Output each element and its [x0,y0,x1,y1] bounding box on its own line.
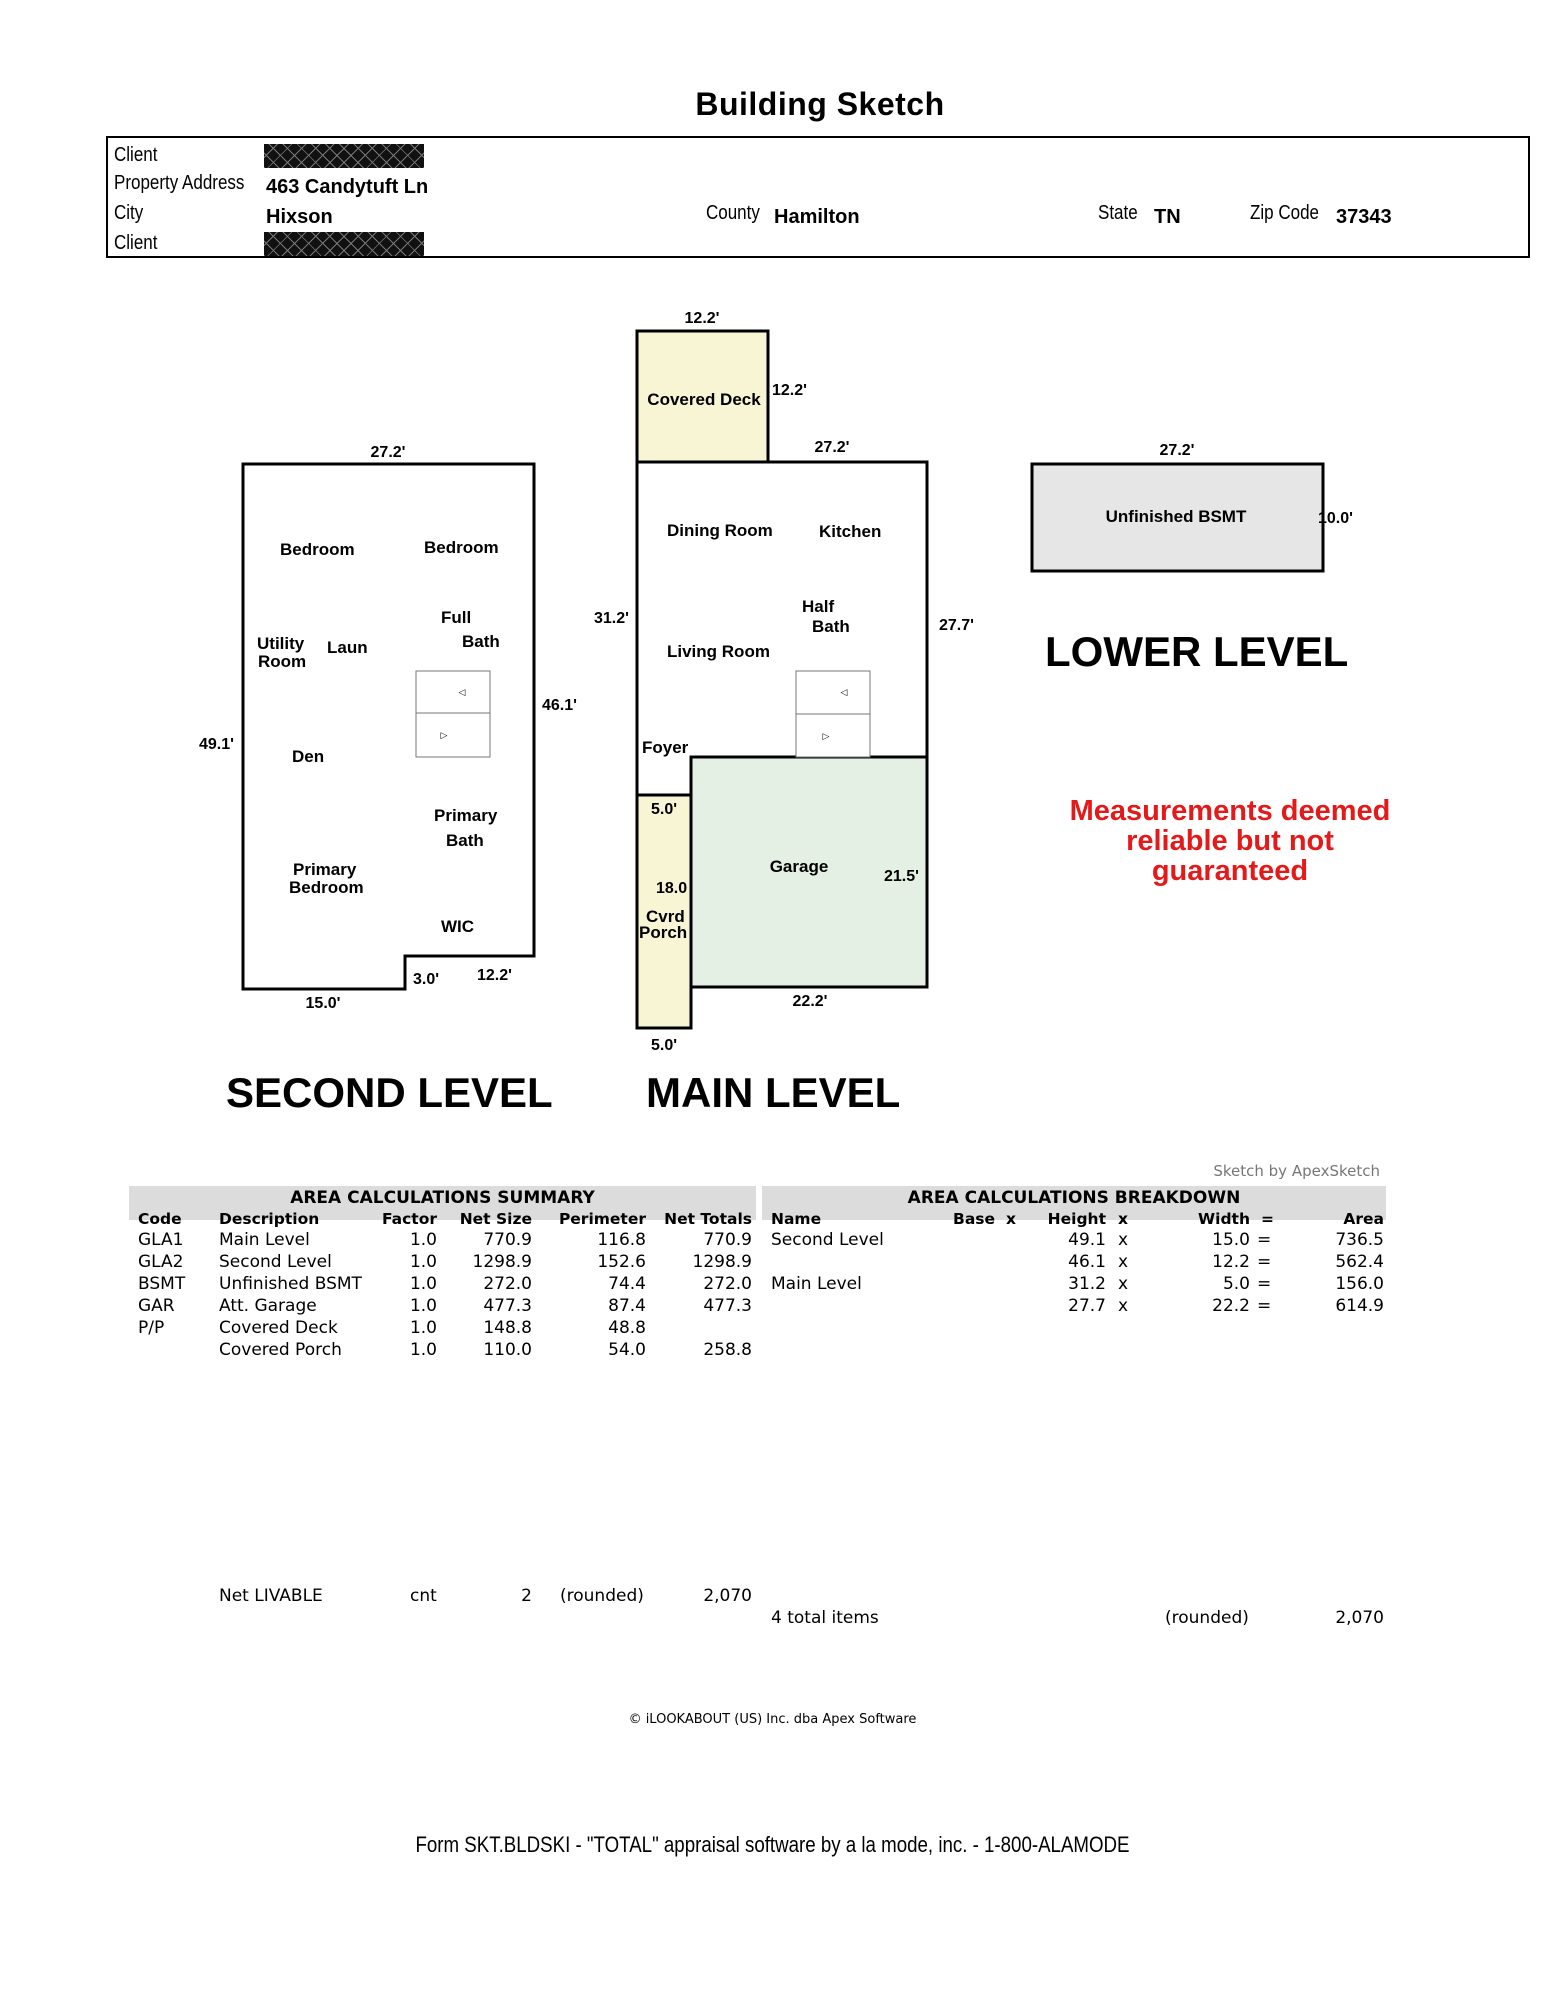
sketch-credit: Sketch by ApexSketch [1213,1162,1380,1180]
summary-cell: 1.0 [409,1340,437,1360]
summary-cell: 87.4 [608,1296,646,1316]
summary-cell: 1.0 [409,1274,437,1294]
stairs-upper [416,671,490,713]
room-primary-bath-2: Bath [446,831,484,850]
state-value: TN [1154,206,1181,228]
dim-second-step: 3.0' [413,971,440,988]
breakdown-cell: x [1118,1296,1129,1316]
room-full: Full [441,608,472,627]
city-label: City [114,202,144,224]
summary-cell: 1298.9 [472,1252,532,1272]
page-title: Building Sketch [695,86,945,122]
room-bedroom-1: Bedroom [280,540,355,559]
breakdown-header-name: Name [771,1210,822,1228]
breakdown-cell: 12.2 [1212,1252,1250,1272]
breakdown-cell: 614.9 [1335,1296,1384,1316]
dim-porch-bottom: 5.0' [650,1037,678,1054]
dim-second-left: 49.1' [199,736,234,753]
dim-second-top: 27.2' [370,444,406,461]
dim-main-top: 27.2' [814,439,850,456]
stair-arrow-right-icon: ▷ [440,730,448,740]
lower-level-label: LOWER LEVEL [1045,628,1349,675]
summary-cell: 1.0 [409,1296,437,1316]
breakdown-total: 2,070 [1335,1608,1384,1628]
summary-header-netsize: Net Size [459,1210,532,1228]
copyright: © iLOOKABOUT (US) Inc. dba Apex Software [628,1712,917,1727]
dim-garage-width: 22.2' [792,993,828,1010]
breakdown-cell: = [1257,1252,1272,1272]
summary-cell: 1.0 [409,1230,437,1250]
summary-header-description: Description [219,1210,320,1228]
net-livable-label: Net LIVABLE [219,1586,323,1606]
net-livable-total: 2,070 [703,1586,752,1606]
breakdown-header-area: Area [1343,1210,1384,1228]
room-den: Den [292,747,325,766]
room-primary-bath-1: Primary [434,806,498,825]
breakdown-cell: 46.1 [1068,1252,1106,1272]
dim-deck-side: 12.2' [772,382,807,399]
dim-main-left: 31.2' [594,610,629,627]
room-cvrd: Cvrd [646,907,685,926]
breakdown-cell: x [1118,1252,1129,1272]
breakdown-cell: 5.0 [1222,1274,1250,1294]
summary-cell: 54.0 [608,1340,646,1360]
city-value: Hixson [266,206,333,228]
room-half-bath: Bath [812,617,850,636]
address-value: 463 Candytuft Ln [266,176,429,198]
county-value: Hamilton [774,206,860,228]
net-livable-rounded: (rounded) [560,1586,644,1606]
room-foyer: Foyer [642,738,689,757]
total-items-label: 4 total items [771,1608,879,1628]
breakdown-cell: Second Level [771,1230,884,1250]
dim-bsmt-top: 27.2' [1159,442,1195,459]
summary-cell: 272.0 [483,1274,532,1294]
dim-main-right: 27.7' [939,617,974,634]
summary-cell: Covered Deck [219,1318,338,1338]
room-kitchen: Kitchen [819,522,882,541]
breakdown-cell: x [1118,1230,1129,1250]
room-utility-room: Room [258,652,307,671]
breakdown-header-base: Base [953,1210,996,1228]
summary-header-nettotals: Net Totals [664,1210,752,1228]
room-half: Half [802,597,835,616]
summary-cell: 148.8 [483,1318,532,1338]
summary-cell: 116.8 [597,1230,646,1250]
room-laun: Laun [327,638,368,657]
dim-deck-top: 12.2' [684,310,720,327]
summary-cell: 1.0 [409,1252,437,1272]
breakdown-title: AREA CALCULATIONS BREAKDOWN [907,1188,1241,1208]
stair-arrow-left-icon: ◁ [458,687,466,697]
breakdown-rounded: (rounded) [1165,1608,1249,1628]
summary-cell: 477.3 [483,1296,532,1316]
summary-cell: GAR [138,1296,175,1316]
breakdown-cell: 49.1 [1068,1230,1106,1250]
stairs-lower [416,713,490,757]
room-covered-deck: Covered Deck [647,390,761,409]
breakdown-header-x2: x [1118,1210,1128,1228]
summary-cell: GLA1 [138,1230,184,1250]
dim-bsmt-side: 10.0' [1318,510,1353,527]
room-living: Living Room [667,642,770,661]
summary-cell: 110.0 [483,1340,532,1360]
breakdown-cell: x [1118,1274,1129,1294]
breakdown-header-height: Height [1047,1210,1106,1228]
summary-cell: 1298.9 [692,1252,752,1272]
client-label: Client [114,144,158,166]
summary-cell: GLA2 [138,1252,184,1272]
room-wic: WIC [441,917,475,936]
disclaimer-line-3: guaranteed [1151,855,1309,887]
main-stairs-upper [796,671,870,714]
summary-cell: P/P [138,1318,165,1338]
net-livable-cnt-label: cnt [410,1586,437,1606]
address-label: Property Address [114,172,245,194]
summary-cell: Covered Porch [219,1340,342,1360]
summary-cell: 272.0 [703,1274,752,1294]
main-level-label: MAIN LEVEL [646,1069,901,1116]
zip-label: Zip Code [1250,202,1319,224]
room-porch: Porch [639,923,688,942]
summary-cell: 770.9 [483,1230,532,1250]
room-full-bath: Bath [462,632,500,651]
breakdown-cell: Main Level [771,1274,862,1294]
breakdown-cell: = [1257,1274,1272,1294]
breakdown-header-eq: = [1261,1210,1274,1228]
breakdown-cell: 736.5 [1335,1230,1384,1250]
main-stair-arrow-right-icon: ▷ [822,731,830,741]
room-unfinished-bsmt: Unfinished BSMT [1105,507,1247,526]
summary-cell: 258.8 [703,1340,752,1360]
breakdown-cell: 22.2 [1212,1296,1250,1316]
summary-title: AREA CALCULATIONS SUMMARY [290,1188,595,1208]
zip-value: 37343 [1336,206,1392,228]
room-garage: Garage [769,857,829,876]
second-level-label: SECOND LEVEL [226,1069,553,1116]
summary-cell: Main Level [219,1230,310,1250]
room-utility: Utility [257,634,305,653]
breakdown-cell: 15.0 [1212,1230,1250,1250]
summary-header-perimeter: Perimeter [558,1210,646,1228]
summary-header-code: Code [138,1210,182,1228]
measurement-disclaimer [1050,796,1410,886]
main-stairs-lower [796,714,870,757]
summary-cell: Att. Garage [219,1296,317,1316]
room-primary-bedroom-2: Bedroom [289,878,364,897]
breakdown-cell: = [1257,1230,1272,1250]
room-bedroom-2: Bedroom [424,538,499,557]
county-label: County [706,202,760,224]
breakdown-cell: 562.4 [1335,1252,1384,1272]
disclaimer-line-1: Measurements deemed [1069,795,1391,827]
breakdown-header-x1: x [1006,1210,1016,1228]
net-livable-count: 2 [521,1586,532,1606]
summary-cell: 48.8 [608,1318,646,1338]
summary-cell: 770.9 [703,1230,752,1250]
summary-cell: 477.3 [703,1296,752,1316]
summary-header-factor: Factor [381,1210,437,1228]
form-line: Form SKT.BLDSKI - "TOTAL" appraisal software by a la mode, inc. - 1-800-ALAMODE [415,1832,1130,1857]
dim-porch-height: 18.0 [656,880,688,897]
summary-cell: Unfinished BSMT [219,1274,362,1294]
breakdown-header-width: Width [1198,1210,1250,1228]
summary-cell: 74.4 [608,1274,646,1294]
state-label: State [1098,202,1138,224]
dim-second-right: 46.1' [542,697,577,714]
room-primary-bedroom-1: Primary [293,860,357,879]
breakdown-cell: = [1257,1296,1272,1316]
dim-second-bottom-left: 15.0' [305,995,341,1012]
summary-cell: Second Level [219,1252,332,1272]
room-dining: Dining Room [667,521,773,540]
main-stair-arrow-left-icon: ◁ [840,687,848,697]
summary-cell: 152.6 [597,1252,646,1272]
breakdown-cell: 156.0 [1335,1274,1384,1294]
summary-cell: 1.0 [409,1318,437,1338]
breakdown-cell: 31.2 [1068,1274,1106,1294]
disclaimer-line-2: reliable but not [1126,825,1334,857]
dim-garage-height: 21.5' [884,868,919,885]
summary-cell: BSMT [138,1274,186,1294]
breakdown-cell: 27.7 [1068,1296,1106,1316]
dim-second-bottom-right: 12.2' [477,967,512,984]
client2-label: Client [114,232,158,254]
dim-porch-width: 5.0' [651,801,678,818]
